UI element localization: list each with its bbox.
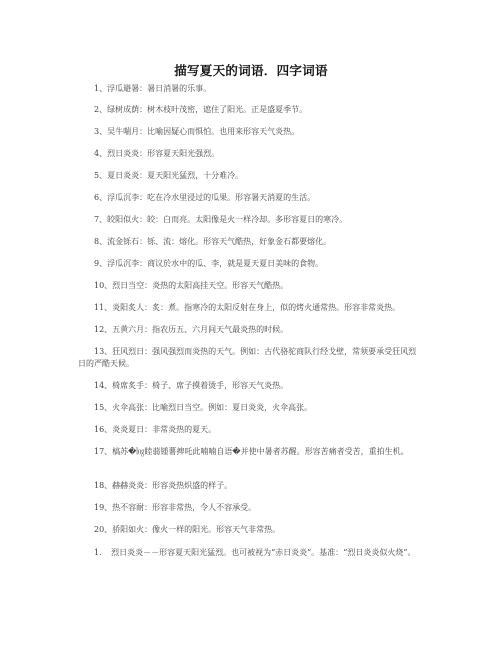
list-item: 12、五黄六月：指农历五、六月间天气最炎热的时候。 xyxy=(94,325,289,334)
list-item: 19、热不容耐：形容非常热，令人不容承受。 xyxy=(94,503,257,512)
list-item: 1、浮瓜避暑：暑日消暑的乐事。 xyxy=(94,84,212,93)
list-item: 15、火伞高张：比喻烈日当空。例如：夏日炎炎，火伞高张。 xyxy=(94,403,313,412)
list-item: 6、浮瓜沉李：吃在冷水里浸过的瓜果。形容暑天消夏的生活。 xyxy=(94,193,316,202)
list-item: 11、炎阳炙人：炙：煮。指寒冷的太阳反射在身上，似的烤火通常热。形容非常炎热。 xyxy=(94,303,401,312)
list-item: 4、烈日炎炎：形容夏天阳光强烈。 xyxy=(94,149,220,158)
list-item: 16、炎炎夏日：非常炎热的夏天。 xyxy=(94,425,217,434)
list-item: 17、槁苏�㏒睦蒻锺薯捭吒此喃喃自语�并使中暑者苏醒。形容苦痛者受苦，重拍生机。 xyxy=(94,447,409,456)
list-item: 3、吴牛喘月：比喻因疑心而惧怕。也用来形容天气炎热。 xyxy=(94,127,300,136)
list-item: 7、皎阳似火：皎：白而亮。太阳像是火一样冷却。多形容夏日的寒冷。 xyxy=(94,215,348,224)
list-item: 2、绿树成荫：树木枝叶茂密，遮住了阳光。正是盛夏季节。 xyxy=(94,105,308,114)
list-item: 14、椅席炙手：椅子、席子摸着烫手，形容天气炎热。 xyxy=(94,381,289,390)
list-item: 8、流金铄石：铄、流：熔化。形容天气酷热，好象金石都要熔化。 xyxy=(94,237,332,246)
document-title: 描写夏天的词语．四字词语 xyxy=(174,63,328,78)
list-item: 10、烈日当空：炎热的太阳高挂天空。形容天气酷热。 xyxy=(94,281,289,290)
list-item: 9、浮瓜沉李：商议於水中的瓜、李，就是夏天夏日美味的食物。 xyxy=(94,259,324,268)
list-item: 13、狂风烈日：强风强烈而炎热的天气。例如：古代骆驼商队行经戈壁，常须要承受狂风烈日的严酷天候。 xyxy=(78,347,417,368)
list-item: 5、夏日炎炎：夏天阳光猛烈，十分难冷。 xyxy=(94,171,244,180)
list-item: 20、骄阳如火：像火一样的阳光。形容天气非常热。 xyxy=(94,525,281,534)
list-item: 1． 烈日炎炎－－形容夏天阳光猛烈。也可被视为“赤日炎炎”。基准：“烈日炎炎似火烧”。 xyxy=(94,548,416,557)
list-item: 18、赫赫炎炎：形容炎热炽盛的样子。 xyxy=(94,481,233,490)
